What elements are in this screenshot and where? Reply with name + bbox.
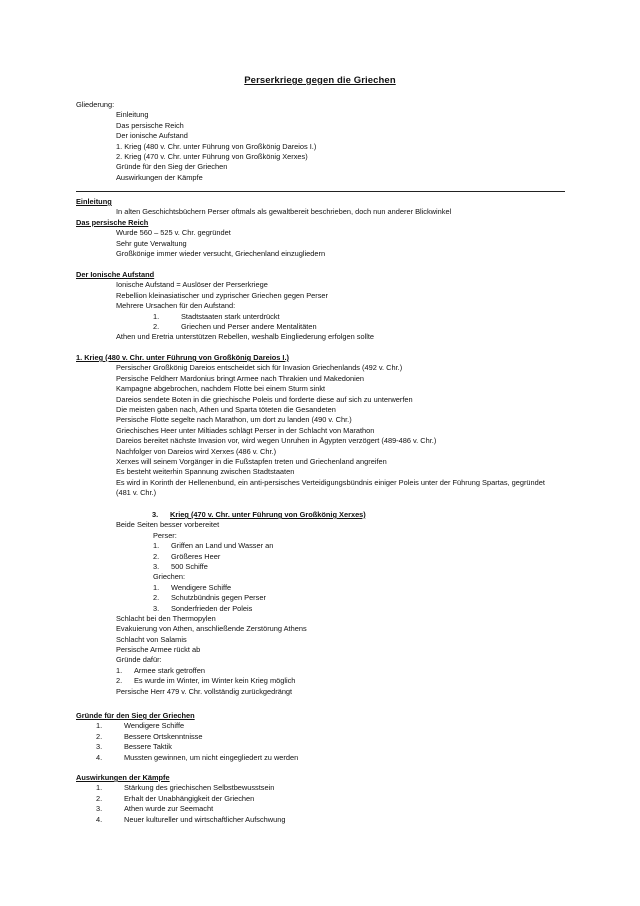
body-line: Es wird in Korinth der Hellenenbund, ein anti-persisches Verteidigungsbündnis einiger Poleis unter der Führung Spartas, gegründet (481 v. Chr.)	[116, 477, 545, 498]
item-text: Mussten gewinnen, um nicht eingegliedert zu werden	[124, 752, 299, 762]
item-number: 3.	[96, 742, 103, 752]
section-heading: Auswirkungen der Kämpfe	[76, 773, 170, 782]
item-number: 2.	[153, 551, 160, 561]
body-line: Kampagne abgebrochen, nachdem Flotte bei einem Sturm sinkt	[116, 384, 326, 394]
body-line: Sehr gute Verwaltung	[116, 238, 187, 248]
item-number: 2.	[153, 321, 160, 331]
numbered-item	[76, 732, 586, 742]
numbered-item	[76, 593, 586, 603]
body-line: Dareios sendete Boten in die griechische Poleis und forderte diese auf sich zu unterwerfen	[116, 394, 413, 404]
einleitung-section	[76, 197, 586, 259]
item-number: 2.	[116, 676, 123, 686]
body-line: Nachfolger von Dareios wird Xerxes (486 v. Chr.)	[116, 446, 277, 456]
item-number: 2.	[96, 793, 103, 803]
outline-item: Der ionische Aufstand	[116, 131, 188, 141]
outline-item: Gründe für den Sieg der Griechen	[116, 162, 228, 172]
item-text: Neuer kultureller und wirtschaftlicher Aufschwung	[124, 814, 286, 824]
body-line: Beide Seiten besser vorbereitet	[116, 520, 220, 530]
body-line: Rebellion kleinasiatischer und zyprischer Griechen gegen Perser	[116, 290, 328, 300]
body-line: Wurde 560 – 525 v. Chr. gegründet	[116, 228, 231, 238]
krieg1-section	[76, 353, 586, 499]
body-line: Es besteht weiterhin Spannung zwischen Stadtstaaten	[116, 467, 295, 477]
item-number: 2.	[96, 731, 103, 741]
body-line: Persischer Großkönig Dareios entscheidet sich für Invasion Griechenlands (492 v. Chr.)	[116, 363, 403, 373]
numbered-item	[76, 753, 586, 763]
gruende-section	[76, 711, 586, 763]
section-divider	[76, 191, 565, 192]
body-line: Mehrere Ursachen für den Aufstand:	[116, 301, 236, 311]
outline-label: Gliederung:	[76, 100, 115, 109]
section-heading: Einleitung	[76, 197, 112, 206]
sub-label: Perser:	[153, 530, 177, 540]
numbered-item	[76, 676, 586, 686]
numbered-item	[76, 541, 586, 551]
body-line: Ionische Aufstand = Auslöser der Perserkriege	[116, 280, 268, 290]
body-line: Persische Herr 479 v. Chr. vollständig zurückgedrängt	[116, 686, 293, 696]
item-text: Stadtstaaten stark unterdrückt	[181, 311, 280, 321]
body-line: Schlacht von Salamis	[116, 634, 187, 644]
outline-section	[76, 100, 586, 183]
body-line: Schlacht bei den Thermopylen	[116, 613, 216, 623]
item-number: 4.	[96, 814, 103, 824]
numbered-item	[76, 562, 586, 572]
body-line: Gründe dafür:	[116, 655, 162, 665]
item-number: 1.	[96, 721, 103, 731]
section-heading: Gründe für den Sieg der Griechen	[76, 711, 195, 720]
item-number: 3.	[153, 603, 160, 613]
item-number: 1.	[153, 541, 160, 551]
aufstand-section	[76, 270, 586, 343]
body-line: Evakuierung von Athen, anschließende Zerstörung Athens	[116, 624, 307, 634]
numbered-item	[76, 815, 586, 825]
item-text: Schutzbündnis gegen Perser	[171, 593, 266, 603]
body-line: In alten Geschichtsbüchern Perser oftmals als gewaltbereit beschrieben, doch nun anderer Blickwinkel	[116, 207, 452, 217]
numbered-item	[76, 804, 586, 814]
outline-item: 1. Krieg (480 v. Chr. unter Führung von Großkönig Dareios I.)	[116, 141, 317, 151]
section-heading: 1. Krieg (480 v. Chr. unter Führung von Großkönig Dareios I.)	[76, 353, 289, 362]
section-heading: Das persische Reich	[76, 217, 149, 227]
body-line: Persische Flotte segelte nach Marathon, um dort zu landen (490 v. Chr.)	[116, 415, 352, 425]
item-text: Wendigere Schiffe	[171, 582, 232, 592]
outline-item: Einleitung	[116, 110, 149, 120]
item-text: Griechen und Perser andere Mentalitäten	[181, 321, 317, 331]
item-text: Bessere Ortskenntnisse	[124, 731, 203, 741]
item-number: 1.	[153, 582, 160, 592]
item-text: Stärkung des griechischen Selbstbewusstsein	[124, 783, 275, 793]
numbered-item	[76, 604, 586, 614]
item-text: Bessere Taktik	[124, 742, 172, 752]
outline-item: Das persische Reich	[116, 120, 184, 130]
heading-number: 3.	[152, 510, 159, 519]
numbered-item	[76, 552, 586, 562]
outline-item: Auswirkungen der Kämpfe	[116, 172, 203, 182]
item-number: 1.	[153, 311, 160, 321]
body-line: Die meisten gaben nach, Athen und Sparta töteten die Gesandeten	[116, 404, 336, 414]
numbered-item	[76, 742, 586, 752]
body-line: Persische Feldherr Mardonius bringt Armee nach Thrakien und Makedonien	[116, 373, 364, 383]
item-number: 4.	[96, 752, 103, 762]
body-line: Dareios bereitet nächste Invasion vor, wird wegen Unruhen in Ägypten verzögert (489-486 v. Chr.)	[116, 436, 437, 446]
heading-text: Krieg (470 v. Chr. unter Führung von Großkönig Xerxes)	[170, 510, 366, 519]
numbered-item	[76, 783, 586, 793]
numbered-item	[76, 721, 586, 731]
item-number: 2.	[153, 593, 160, 603]
numbered-item	[76, 322, 586, 332]
item-text: Es wurde im Winter, im Winter kein Krieg möglich	[134, 676, 296, 686]
numbered-item	[76, 312, 586, 322]
outline-item: 2. Krieg (470 v. Chr. unter Führung von Großkönig Xerxes)	[116, 151, 308, 161]
body-line: Großkönige immer wieder versucht, Griechenland einzugliedern	[116, 248, 326, 258]
item-text: Sonderfrieden der Poleis	[171, 603, 253, 613]
document-title: Perserkriege gegen die Griechen	[244, 75, 396, 86]
section-heading	[76, 510, 586, 520]
item-text: Größeres Heer	[171, 551, 221, 561]
item-number: 3.	[96, 804, 103, 814]
auswirkungen-section	[76, 773, 586, 825]
item-text: Athen wurde zur Seemacht	[124, 804, 214, 814]
sub-label: Griechen:	[153, 572, 186, 582]
item-text: Wendigere Schiffe	[124, 721, 185, 731]
item-number: 3.	[153, 561, 160, 571]
body-line: Persische Armee rückt ab	[116, 645, 201, 655]
body-line: Griechisches Heer unter Miltiades schlägt Perser in der Schlacht von Marathon	[116, 425, 375, 435]
body-line: Athen und Eretria unterstützen Rebellen, weshalb Eingliederung erfolgen sollte	[116, 332, 375, 342]
numbered-item	[76, 666, 586, 676]
item-number: 1.	[96, 783, 103, 793]
item-text: Erhalt der Unabhängigkeit der Griechen	[124, 793, 255, 803]
numbered-item	[76, 794, 586, 804]
section-heading: Der Ionische Aufstand	[76, 270, 155, 279]
body-line: Xerxes will seinem Vorgänger in die Fußstapfen treten und Griechenland angreifen	[116, 456, 387, 466]
krieg2-section	[76, 510, 586, 697]
item-number: 1.	[116, 665, 123, 675]
item-text: Griffen an Land und Wasser an	[171, 541, 274, 551]
numbered-item	[76, 583, 586, 593]
item-text: 500 Schiffe	[171, 561, 208, 571]
item-text: Armee stark getroffen	[134, 665, 205, 675]
